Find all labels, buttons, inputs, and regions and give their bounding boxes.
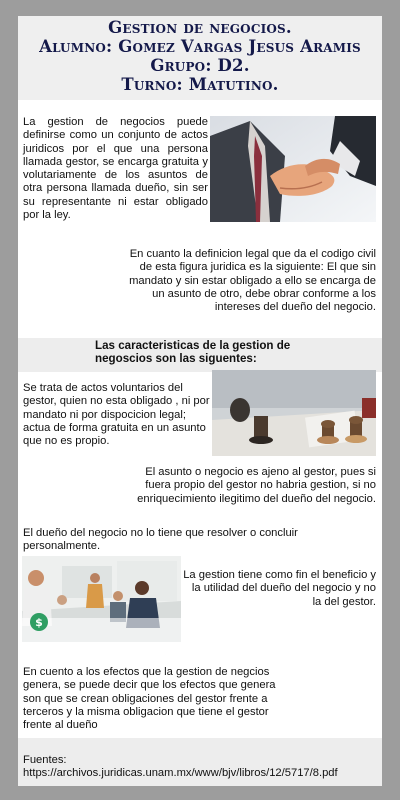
stamp-image bbox=[212, 370, 376, 456]
meeting-image bbox=[22, 556, 181, 642]
group: Grupo: D2. bbox=[150, 56, 250, 75]
characteristic-3: El dueño del negocio no lo tiene que resolver o concluir personalmente. bbox=[23, 527, 298, 553]
sources-label: Fuentes: bbox=[23, 754, 67, 766]
sources-link[interactable]: https://archivos.juridicas.unam.mx/www/bjv/libros/12/5717/8.pdf bbox=[23, 767, 338, 779]
handshake-image bbox=[210, 116, 376, 222]
shift: Turno: Matutino. bbox=[121, 75, 279, 94]
poster-header bbox=[18, 16, 382, 100]
characteristic-2: El asunto o negocio es ajeno al gestor, pues si fuera propio del gestor no habria gestion, si no enriquecimiento ilegitimo del dueño del negocio. bbox=[137, 466, 376, 505]
characteristic-4: La gestion tiene como fin el beneficio y la utilidad del dueño del negocio y no la del gestor. bbox=[183, 569, 376, 608]
characteristics-heading: Las caracteristicas de la gestion de negoscios son las siguentes: bbox=[95, 339, 291, 366]
title: Gestion de negocios. bbox=[108, 18, 292, 37]
characteristic-1: Se trata de actos voluntarios del gestor, quien no esta obligado , ni por mandato ni por dispocicion legal; actua de forma gratuita en un asunto que no es propio. bbox=[23, 382, 210, 448]
legal-definition-paragraph: En cuanto la definicion legal que da el codigo civil de esta figura juridica es la siguiente: El que sin mandato y sin estar obligado a ello se encarga de un asunto de otro, debe obrar conforme a los intereses del dueño del negocio. bbox=[129, 248, 376, 314]
poster bbox=[18, 16, 382, 786]
intro-paragraph: La gestion de negocios puede definirse como un conjunto de actos juridicos por el que una persona llamada gestor, se encarga gratuita y volutariamente de los asuntos de otra persona llamada dueño, sin ser su representante ni estar obligado por la ley. bbox=[23, 116, 208, 222]
effects-paragraph: En cuento a los efectos que la gestion de negcios genera, se puede decir que los efectos que genera son que se crean obligaciones del gestor frente a terceros y la misma obligacion que tiene el gestor frente al dueño bbox=[23, 666, 276, 732]
student-name: Alumno: Gomez Vargas Jesus Aramis bbox=[39, 37, 361, 56]
svg-text:$: $ bbox=[35, 616, 43, 629]
